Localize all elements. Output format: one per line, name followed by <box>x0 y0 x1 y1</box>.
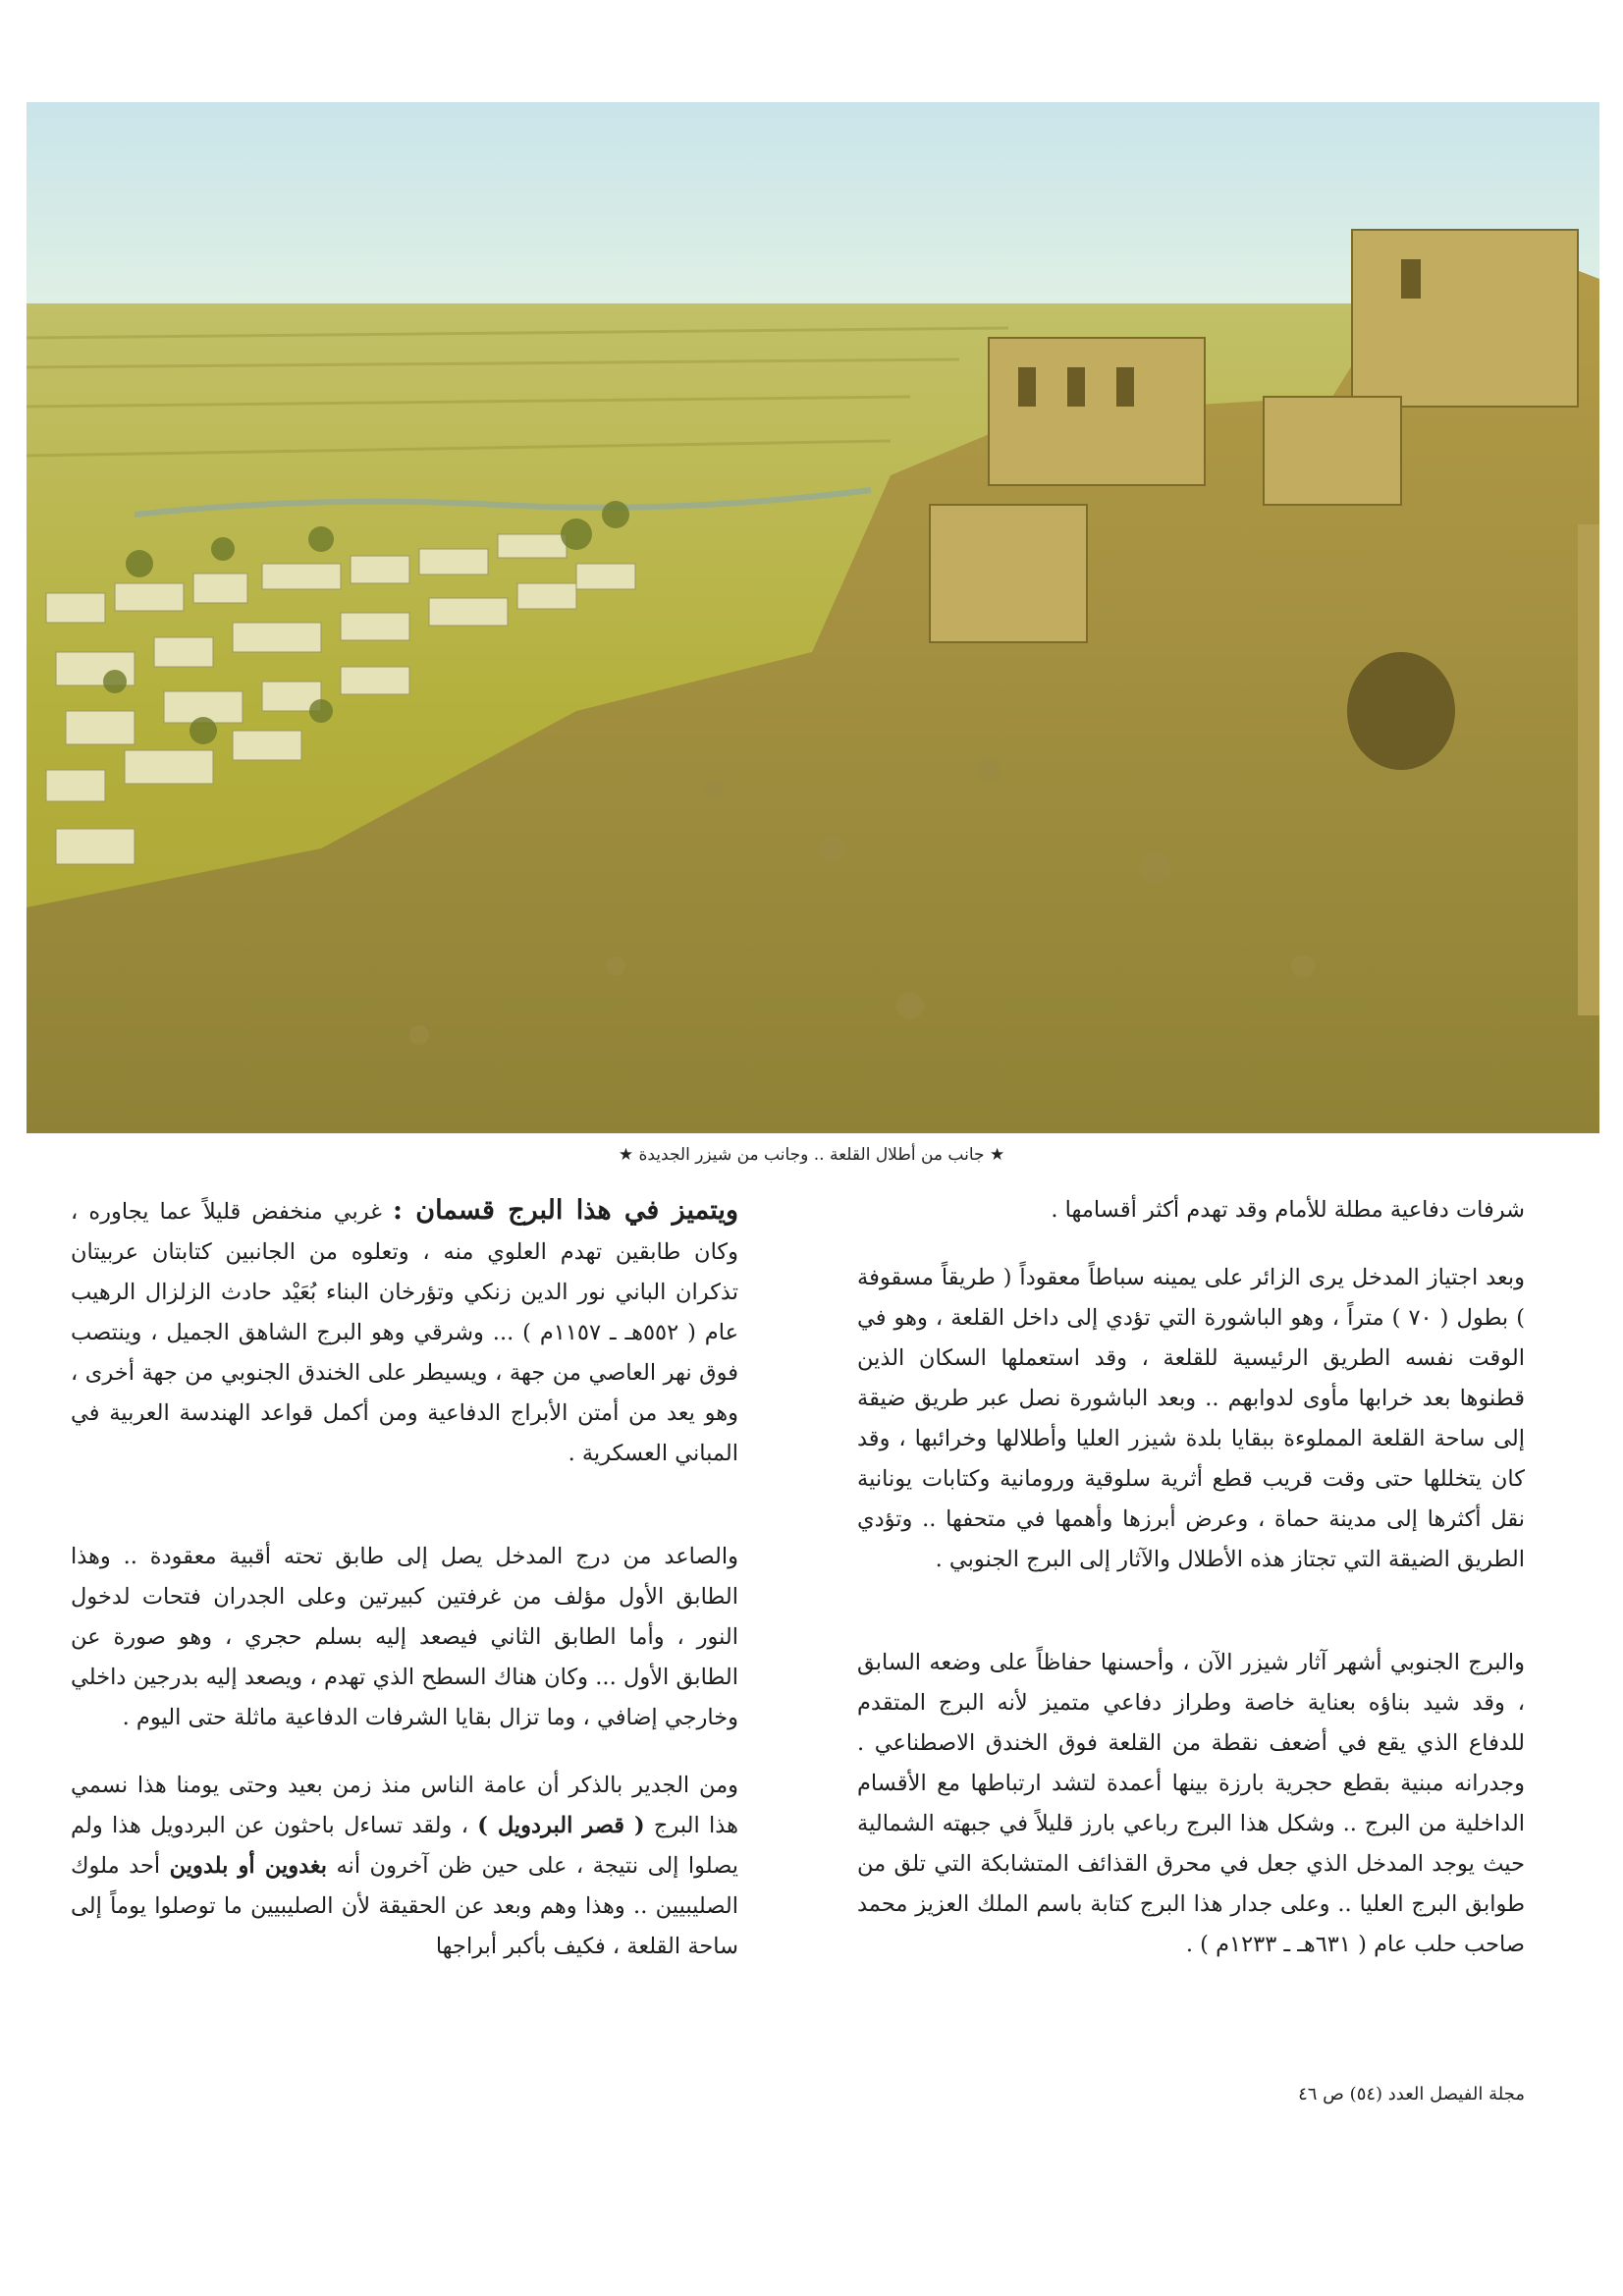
paragraph <box>71 1190 738 1474</box>
text-span: أحد ملوك الصليبيين .. وهذا وهم وبعد عن الحقيقة لأن الصليبيين ما توصلوا يوماً إلى ساحة القلعة ، فكيف بأكبر أبراجها <box>71 1853 738 1959</box>
paragraph: شرفات دفاعية مطلة للأمام وقد تهدم أكثر أقسامها . <box>1051 1197 1525 1223</box>
section-lead: ويتميز في هذا البرج قسمان : <box>392 1195 738 1226</box>
right-column <box>857 1190 1525 1993</box>
text-span: ومن الجدير بالذكر أن عامة الناس منذ زمن بعيد وحتى يومنا هذا نسمي هذا البرج <box>71 1773 738 1838</box>
paragraph: والصاعد من درج المدخل يصل إلى طابق تحته أقبية معقودة .. وهذا الطابق الأول مؤلف من غرفتين كبيرتين وعلى الجدران فتحات لدخول النور ، وأما الطابق الثاني فيصعد إليه بسلم حجري ، وهو صورة عن الطابق الأول ... وكان هناك السطح الذي تهدم ، ويصعد إليه بدرجين داخلي وخارجي إضافي ، وما تزال بقايا الشرفات الدفاعية ماثلة حتى اليوم . <box>71 1544 738 1730</box>
text-span: غربي منخفض قليلاً عما يجاوره ، وكان طابقين تهدم العلوي منه ، وتعلوه من الجانبين كتابتان عربيتان تذكران الباني نور الدين زنكي وتؤرخان البناء بُعَيْد حادث الزلزال الرهيب عام ( ٥٥٢هـ ـ ١١٥٧م ) ... وشرقي وهو البرج الشاهق الجميل ، وينتصب فوق نهر العاصي من جهة ، ويسيطر على الخندق الجنوبي من جهة أخرى ، وهو يعد من أمتن الأبراج الدفاعية ومن أكمل قواعد الهندسة العربية في المباني العسكرية . <box>71 1199 738 1466</box>
castle-ruins-photo <box>27 102 1599 1133</box>
page-footer: مجلة الفيصل العدد (٥٤) ص ٤٦ <box>1298 2084 1525 2105</box>
photo-caption: ★ جانب من أطلال القلعة .. وجانب من شيزر الجديدة ★ <box>618 1145 1005 1165</box>
bold-term: ( قصر البردويل ) <box>477 1813 645 1838</box>
bold-term: بغدوين أو بلدوين <box>169 1853 328 1879</box>
text-span: ، ولقد تساءل باحثون عن البردويل هذا ولم يصلوا إلى نتيجة ، على حين ظن آخرون أنه <box>71 1813 739 1879</box>
paragraph <box>71 1766 738 1967</box>
left-column <box>71 1190 738 1995</box>
paragraph: وبعد اجتياز المدخل يرى الزائر على يمينه سباطاً معقوداً ( طريقاً مسقوفة ) بطول ( ٧٠ ) متراً ، وهو الباشورة التي تؤدي إلى داخل القلعة ، وهو في الوقت نفسه الطريق الرئيسية للقلعة ، وقد استعملها السكان الذين قطنوها بعد خرابها مأوى لدوابهم .. وبعد الباشورة نصل عبر طريق ضيقة إلى ساحة القلعة المملوءة ببقايا بلدة شيزر العليا وأطلالها وخرائبها ، وقد كان يتخللها حتى وقت قريب قطع أثرية سلوقية ورومانية وكتابات يونانية نقل أكثرها إلى مدينة حماة ، وعرض أبرزها وأهمها في متحفها .. وتؤدي الطريق الضيقة التي تجتاز هذه الأطلال والآثار إلى البرج الجنوبي . <box>857 1265 1525 1572</box>
landscape-image <box>27 102 1599 1133</box>
paragraph: والبرج الجنوبي أشهر آثار شيزر الآن ، وأحسنها حفاظاً على وضعه السابق ، وقد شيد بناؤه بعناية خاصة وطراز دفاعي متميز لأنه البرج المتقدم للدفاع الذي يقع في أضعف نقطة من القلعة فوق الخندق الاصطناعي . وجدرانه مبنية بقطع حجرية بارزة بينها أعمدة لتشد ارتباطها مع الأقسام الداخلية من البرج .. وشكل هذا البرج رباعي بارز قليلاً في جبهته الشمالية حيث يوجد المدخل الذي جعل في محرق القذائف المتشابكة التي تلق من طوابق البرج العليا .. وعلى جدار هذا البرج كتابة باسم الملك العزيز محمد صاحب حلب عام ( ٦٣١هـ ـ ١٢٣٣م ) . <box>857 1650 1525 1957</box>
